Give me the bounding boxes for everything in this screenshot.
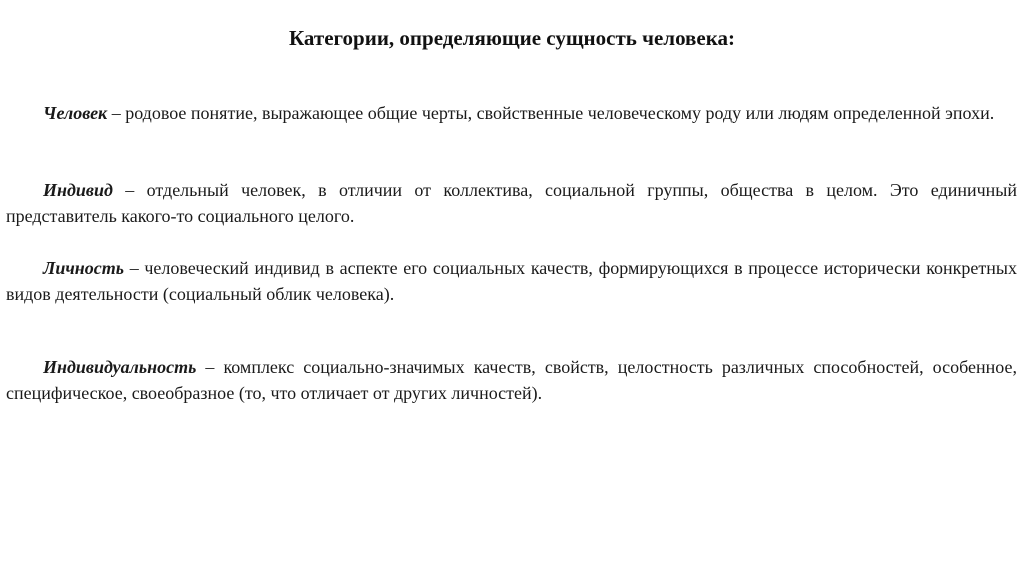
definition-text: человеческий индивид в аспекте его социальных качеств, формирующихся в процессе исторически конкретных видов деятельности (социальный облик человека).	[6, 258, 1017, 304]
definition-individualnost	[6, 354, 1017, 406]
definition-dash: –	[107, 103, 126, 123]
definition-term: Человек	[43, 103, 108, 123]
definition-dash: –	[112, 180, 147, 200]
definition-chelovek	[6, 100, 1017, 126]
definition-dash: –	[196, 357, 224, 377]
definition-individ	[6, 177, 1017, 229]
definition-text: комплекс социально-значимых качеств, свойств, целостность различных способностей, особенное, специфическое, своеобразное (то, что отличает от других личностей).	[6, 357, 1017, 403]
definition-term: Личность	[43, 258, 125, 278]
definition-dash: –	[124, 258, 145, 278]
definition-text: отдельный человек, в отличии от коллектива, социальной группы, общества в целом. Это единичный представитель какого-то социального целого.	[6, 180, 1018, 226]
slide-title: Категории, определяющие сущность человека:	[288, 26, 735, 50]
definition-text: родовое понятие, выражающее общие черты, свойственные человеческому роду или людям определенной эпохи.	[125, 103, 995, 123]
definition-term: Индивид	[43, 180, 113, 200]
definition-lichnost	[6, 255, 1017, 307]
definition-term: Индивидуальность	[43, 357, 197, 377]
